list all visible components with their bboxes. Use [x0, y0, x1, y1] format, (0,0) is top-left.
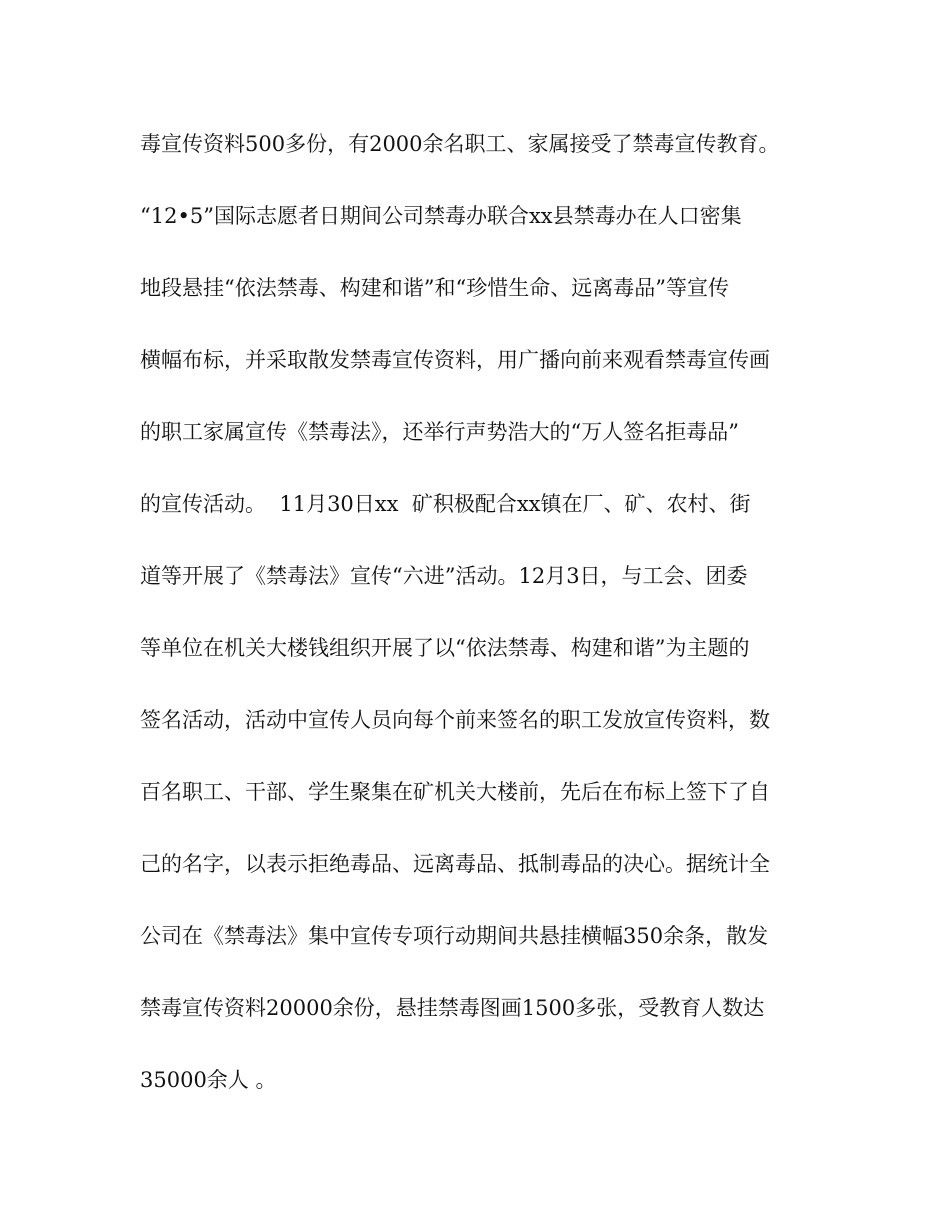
- text-line: 禁毒宣传资料20000余份，悬挂禁毒图画1500多张，受教育人数达: [140, 996, 765, 1020]
- text-line: 己的名字，以表示拒绝毒品、远离毒品、抵制毒品的决心。据统计全: [140, 852, 770, 876]
- text-line: 35000余人 。: [140, 1068, 277, 1092]
- text-line: 签名活动，活动中宣传人员向每个前来签名的职工发放宣传资料，数: [140, 708, 770, 732]
- text-line: 等单位在机关大楼钱组织开展了以“依法禁毒、构建和谐”为主题的: [140, 636, 750, 660]
- text-line: 道等开展了《禁毒法》宣传“六进”活动。12月3日，与工会、团委: [140, 564, 748, 588]
- text-line: 毒宣传资料500多份，有2000余名职工、家属接受了禁毒宣传教育。: [140, 132, 780, 156]
- text-line: 公司在《禁毒法》集中宣传专项行动期间共悬挂横幅350余条，散发: [140, 924, 769, 948]
- text-line: 横幅布标，并采取散发禁毒宣传资料，用广播向前来观看禁毒宣传画: [140, 348, 770, 372]
- text-line: 百名职工、干部、学生聚集在矿机关大楼前，先后在布标上签下了自: [140, 780, 770, 804]
- text-line: 地段悬挂“依法禁毒、构建和谐”和“珍惜生命、远离毒品”等宣传: [140, 276, 729, 300]
- text-line: 的宣传活动。 11月30日xx 矿积极配合xx镇在厂、矿、农村、街: [140, 492, 751, 516]
- text-line: 的职工家属宣传《禁毒法》，还举行声势浩大的“万人签名拒毒品”: [140, 420, 739, 444]
- text-line: “12•5”国际志愿者日期间公司禁毒办联合xx县禁毒办在人口密集: [140, 204, 742, 228]
